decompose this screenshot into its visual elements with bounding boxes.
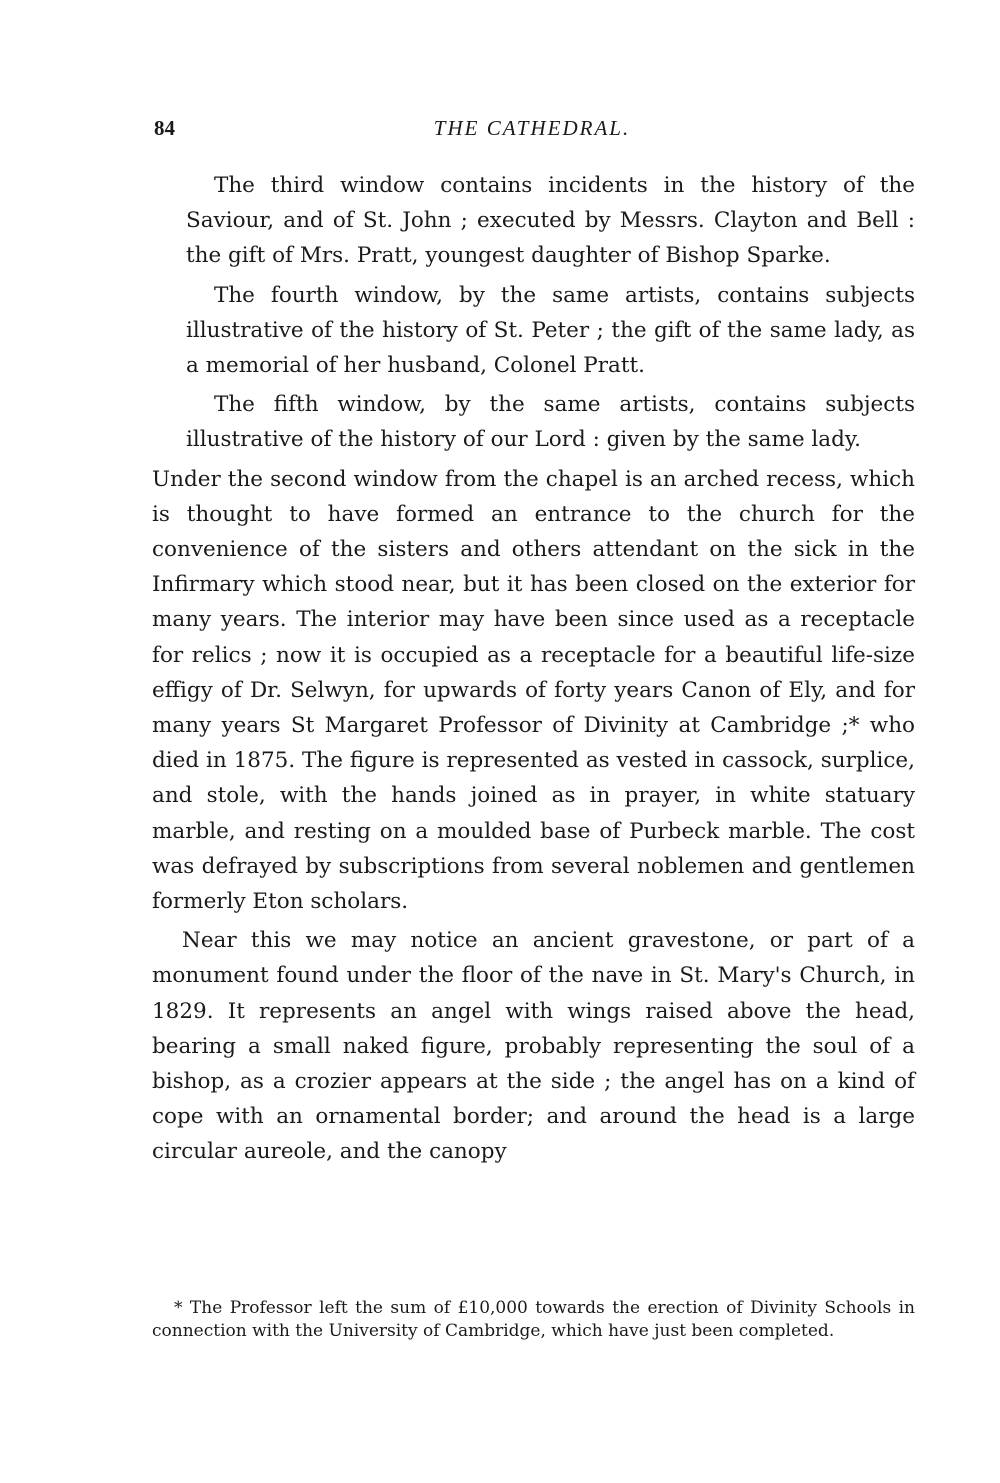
paragraph-gravestone: Near this we may notice an ancient gravestone, or part of a monument found under the floor of the nave in St. Mary's Church, in 1829. It represents an angel with wings raised above the head, bearing a small naked figure, probably representing the soul of a bishop, as a crozier appears at the side ; the angel has on a kind of cope with an ornamental border; and around the head is a large circular aureole, and the canopy (152, 928, 915, 1165)
footnote-text: * The Professor left the sum of £10,000 towards the erection of Divinity Schools in connection with the University of Cambridge, which have just been completed. (152, 1298, 915, 1341)
paragraph-third-window: The third window contains incidents in the history of the Saviour, and of St. John ; executed by Messrs. Clayton and Bell : the gift of Mrs. Pratt, youngest daughter of Bishop Sparke. (186, 173, 915, 269)
running-title: THE CATHEDRAL. (433, 116, 631, 140)
page-header (150, 116, 914, 146)
paragraph-fourth-window: The fourth window, by the same artists, contains subjects illustrative of the history of St. Peter ; the gift of the same lady, as a memorial of her husband, Colonel Pratt. (186, 282, 915, 379)
page-number: 84 (154, 116, 175, 140)
body-text (152, 168, 915, 1174)
footnote (152, 1297, 915, 1342)
paragraph-fifth-window: The fifth window, by the same artists, contains subjects illustrative of the history of our Lord : given by the same lady. (186, 392, 915, 453)
paragraph-arched-recess: Under the second window from the chapel is an arched recess, which is thought to have formed an entrance to the church for the convenience of the sisters and others attendant on the sick in the Infirmary which stood near, but it has been closed on the exterior for many years. The interior may have been since used as a receptacle for relics ; now it is occupied as a receptacle for a beautiful life-size effigy of Dr. Selwyn, for upwards of forty years Canon of Ely, and for many years St Margaret Professor of Divinity at Cambridge ;* who died in 1875. The figure is represented as vested in cassock, surplice, and stole, with the hands joined as in prayer, in white statuary marble, and resting on a moulded base of Purbeck marble. The cost was defrayed by subscriptions from several noblemen and gentlemen formerly Eton scholars. (152, 466, 915, 915)
